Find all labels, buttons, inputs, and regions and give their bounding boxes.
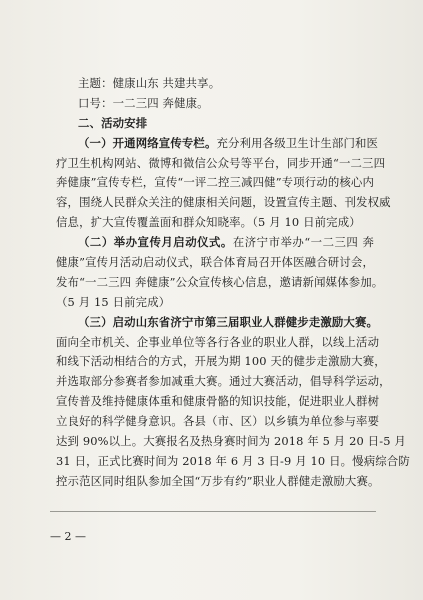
paragraph-2-text: 在济宁市举办“一二三四 奔 [232, 235, 374, 250]
paragraph-3-lead: （三）启动山东省济宁市第三届职业人群健步走激励大赛。 [78, 314, 379, 329]
paragraph-2-lead: （二）举办宣传月启动仪式。 [78, 235, 233, 250]
footer-divider [50, 511, 376, 512]
paragraph-1-line-5: 信息，扩大宣传覆盖面和群众知晓率。（5 月 10 日前完成） [56, 215, 361, 230]
paragraph-3-line-4: 并选取部分参赛者参加减重大赛。通过大赛活动，倡导科学运动， [56, 374, 391, 389]
paragraph-3-line-9: 控示范区同时组队参加全国“万步有约”职业人群健走激励大赛。 [56, 473, 380, 488]
paragraph-3-line-3: 和线下活动相结合的方式，开展为期 100 天的健步走激励大赛， [56, 354, 386, 369]
paragraph-2-line-1 [56, 233, 374, 253]
paragraph-2-line-3: 发布“一二三四 奔健康”公众宣传核心信息，邀请新闻媒体参加。 [56, 274, 384, 289]
paragraph-1-line-3: 奔健康”宣传专栏，宣传“一评二控三减四健”专项行动的核心内 [56, 175, 374, 190]
theme-line: 主题：健康山东 共建共享。 [78, 76, 221, 90]
paragraph-1-text: 充分利用各级卫生计生部门和医 [216, 135, 379, 150]
paragraph-1-line-4: 容，围绕人民群众关注的健康相关问题，设置宣传主题、刊发权威 [56, 195, 391, 210]
page-number: — 2 — [50, 530, 86, 543]
paragraph-2-line-2: 健康”宣传月活动启动仪式，联合体育局召开体医融合研讨会， [56, 255, 374, 270]
paragraph-1-lead: （一）开通网络宣传专栏。 [78, 135, 217, 150]
paragraph-3-line-5: 宣传普及维持健康体重和健康骨骼的知识技能，促进职业人群树 [56, 394, 380, 409]
paragraph-2-line-4: （5 月 15 日前完成） [56, 294, 171, 309]
paragraph-3-line-8: 31 日，正式比赛时间为 2018 年 6 月 3 日-9 月 10 日。慢病综合防 [56, 453, 410, 468]
paragraph-1-line-2: 疗卫生机构网站、微博和微信公众号等平台，同步开通“一二三四 [56, 155, 386, 170]
paragraph-3-line-1 [56, 313, 379, 333]
slogan-line: 口号：一二三四 奔健康。 [78, 95, 209, 110]
paragraph-3-line-7: 达到 90%以上。大赛报名及热身赛时间为 2018 年 5 月 20 日-5 月 [56, 434, 406, 449]
document-body [56, 74, 410, 492]
paragraph-3-line-6: 立良好的科学健身意识。各县（市、区）以乡镇为单位参与率要 [56, 414, 380, 429]
paragraph-1-line-1 [56, 134, 379, 154]
section-heading: 二、活动安排 [78, 115, 148, 130]
paragraph-3-line-2: 面向全市机关、企事业单位等各行各业的职业人群，以线上活动 [56, 334, 380, 349]
